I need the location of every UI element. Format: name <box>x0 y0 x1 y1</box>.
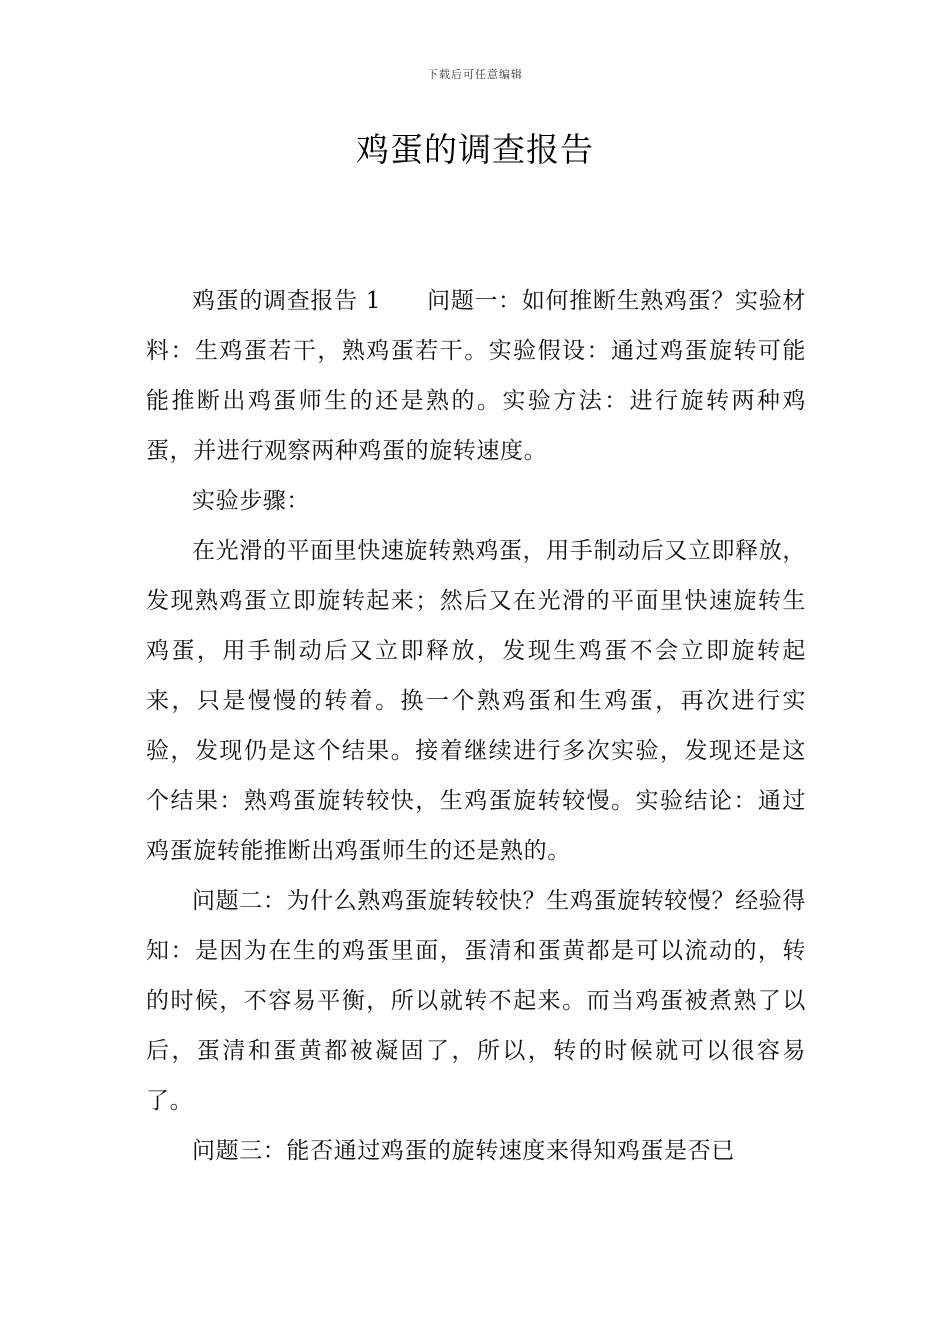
paragraph-4: 问题二：为什么熟鸡蛋旋转较快？生鸡蛋旋转较慢？经验得知：是因为在生的鸡蛋里面，蛋清和蛋黄都是可以流动的，转的时候，不容易平衡，所以就转不起来。而当鸡蛋被煮熟了以后，蛋清和蛋黄都被凝固了，所以，转的时候就可以很容易了。 <box>146 888 806 1114</box>
paragraph-3: 在光滑的平面里快速旋转熟鸡蛋，用手制动后又立即释放，发现熟鸡蛋立即旋转起来；然后又在光滑的平面里快速旋转生鸡蛋，用手制动后又立即释放，发现生鸡蛋不会立即旋转起来，只是慢慢的转着。换一个熟鸡蛋和生鸡蛋，再次进行实验，发现仍是这个结果。接着继续进行多次实验，发现还是这个结果：熟鸡蛋旋转较快，生鸡蛋旋转较慢。实验结论：通过鸡蛋旋转能推断出鸡蛋师生的还是熟的。 <box>146 538 806 864</box>
paragraph-2: 实验步骤： <box>192 488 310 514</box>
document-body <box>146 276 806 1176</box>
paragraph-1 <box>146 276 806 476</box>
page-title: 鸡蛋的调查报告 <box>356 130 594 169</box>
header-note: 下载后可任意编辑 <box>427 68 523 81</box>
paragraph-1-lead: 鸡蛋的调查报告 1 <box>192 288 382 314</box>
paragraph-5: 问题三：能否通过鸡蛋的旋转速度来得知鸡蛋是否已 <box>192 1138 735 1164</box>
paragraph-1-rest: 问题一：如何推断生熟鸡蛋？实验材料：生鸡蛋若干，熟鸡蛋若干。实验假设：通过鸡蛋旋转可能能推断出鸡蛋师生的还是熟的。实验方法：进行旋转两种鸡蛋，并进行观察两种鸡蛋的旋转速度。 <box>146 288 806 464</box>
